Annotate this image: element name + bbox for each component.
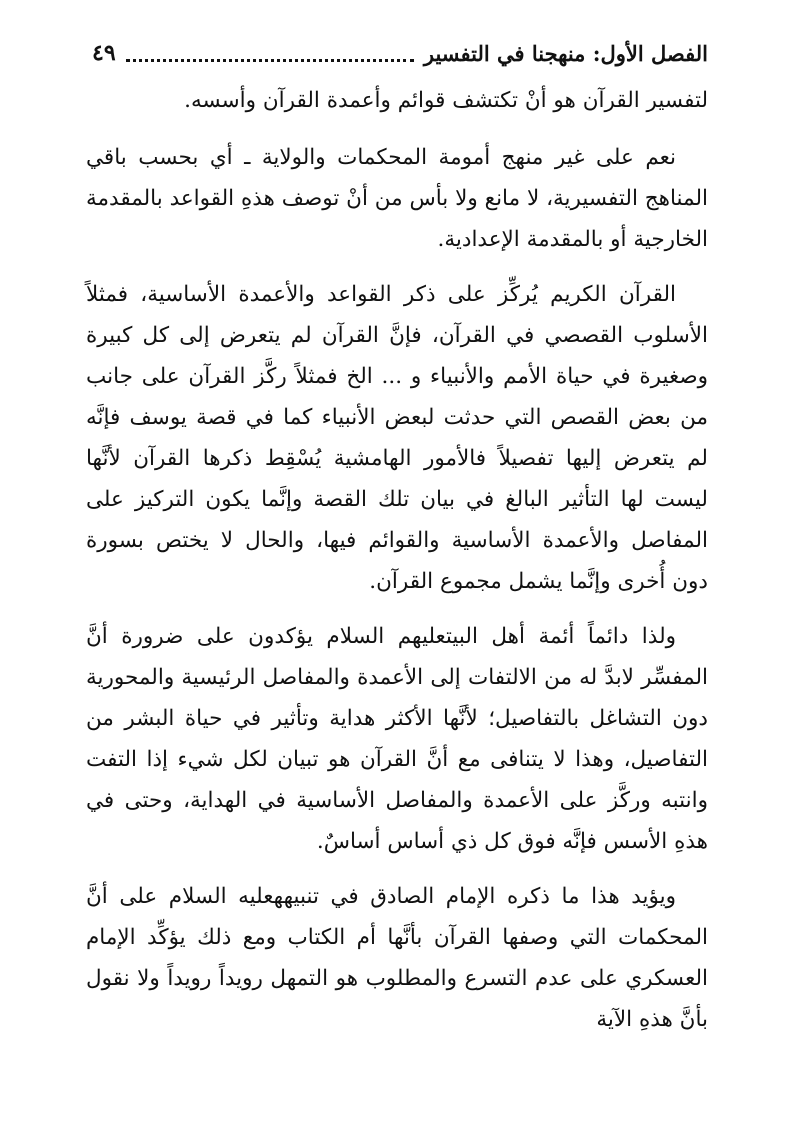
page-number: ٤٩: [92, 40, 116, 66]
paragraph: القرآن الكريم يُركِّز على ذكر القواعد والأعمدة الأساسية، فمثلاً الأسلوب القصصي في القرآن، فإنَّ القرآن لم يتعرض إلى كل كبيرة وصغيرة في حياة الأمم والأنبياء و ... الخ فمثلاً ركَّز القرآن على جانب من بعض القصص التي حدثت لبعض الأنبياء كما في قصة يوسف فإنَّه لم يتعرض إليها تفصيلاً فالأمور الهامشية يُسْقِط ذكرها القرآن لأنَّها ليست لها التأثير البالغ في بيان تلك القصة وإنَّما يكون التركيز على المفاصل والأعمدة الأساسية والقوائم فيها، والحال لا يختص بسورة دون أُخرى وإنَّما يشمل مجموع القرآن.: [86, 282, 708, 594]
chapter-title: الفصل الأول: منهجنا في التفسير: [423, 40, 708, 66]
running-header: [92, 36, 708, 70]
paragraph-continuation: لتفسير القرآن هو أنْ تكتشف قوائم وأعمدة القرآن وأسسه.: [184, 88, 708, 113]
paragraph: ولذا دائماً أئمة أهل البيتعليهم السلام يؤكدون على ضرورة أنَّ المفسِّر لابدَّ له من الالتفات إلى الأعمدة والمفاصل الرئيسية والمحورية دون التشاغل بالتفاصيل؛ لأنَّها الأكثر هداية وتأثير في حياة البشر من التفاصيل، وهذا لا يتنافى مع أنَّ القرآن هو تبيان لكل شيء إذا التفت وانتبه وركَّز على الأعمدة والمفاصل الأساسية في الهداية، وحتى في هذهِ الأسس فإنَّه فوق كل ذي أساس أساسٌ.: [86, 624, 708, 854]
paragraph: ويؤيد هذا ما ذكره الإمام الصادق في تنبيههعليه السلام على أنَّ المحكمات التي وصفها القرآن بأنَّها أم الكتاب ومع ذلك يؤكِّد الإمام العسكري على عدم التسرع والمطلوب هو التمهل رويداً رويداً ولا نقول بأنَّ هذهِ الآية: [86, 884, 708, 1032]
header-dot-leader: [126, 45, 414, 62]
body-text: [86, 80, 708, 1054]
paragraph: نعم على غير منهج أمومة المحكمات والولاية ـ أي بحسب باقي المناهج التفسيرية، لا مانع ولا بأس من أنْ توصف هذهِ القواعد بالمقدمة الخارجية أو بالمقدمة الإعدادية.: [86, 145, 708, 252]
